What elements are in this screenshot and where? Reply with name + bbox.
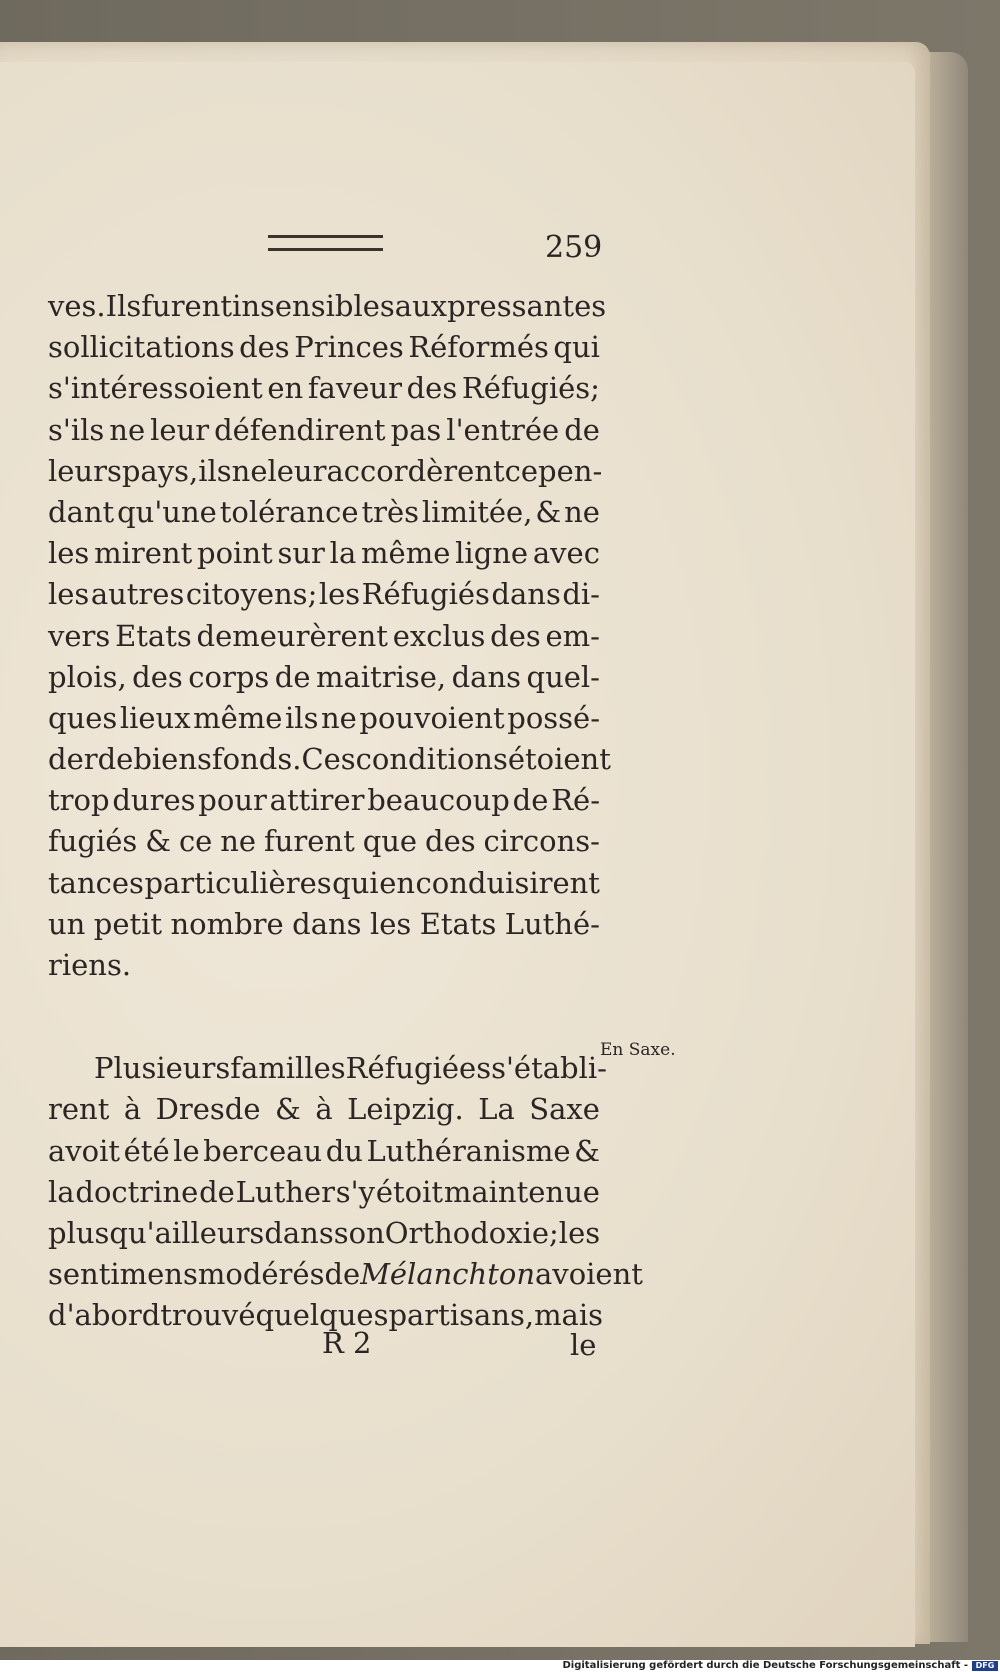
word: Réfugiés — [361, 577, 490, 612]
word: dans — [491, 577, 561, 612]
word: La — [478, 1092, 515, 1127]
word: conditions — [355, 742, 508, 777]
word: des — [425, 824, 476, 859]
text-line — [48, 945, 600, 986]
word: fugiés — [48, 824, 138, 859]
word: étoient — [507, 742, 611, 777]
word: des — [490, 618, 541, 653]
word: Luthé- — [504, 906, 600, 941]
text-line — [48, 1172, 600, 1213]
word: citoyens; — [185, 577, 318, 612]
text-line — [48, 1048, 607, 1089]
word: qu'ailleurs — [109, 1215, 265, 1250]
word: de — [274, 659, 311, 694]
word: point — [197, 536, 273, 571]
text-line — [48, 492, 600, 533]
word: en — [379, 865, 416, 900]
word: qu'une — [117, 494, 217, 529]
word: possé- — [507, 700, 600, 735]
word: même — [361, 536, 451, 571]
word: dans — [451, 659, 522, 694]
word: les — [48, 536, 90, 571]
word: ves. — [48, 289, 106, 323]
text-line — [48, 821, 600, 862]
word: plus — [48, 1215, 110, 1250]
word: familles — [230, 1051, 346, 1086]
word: maitrise, — [315, 659, 447, 694]
word: doctrine — [75, 1174, 199, 1209]
margin-note: En Saxe. — [600, 1040, 676, 1060]
word: di- — [562, 577, 600, 612]
text-line — [48, 533, 600, 574]
text-line — [48, 904, 600, 945]
text-line — [48, 327, 600, 368]
word: pour — [198, 783, 267, 818]
catchword: le — [570, 1328, 597, 1362]
dfg-logo: DFG — [972, 1661, 998, 1671]
word: attirer — [269, 783, 365, 818]
word: quel- — [526, 659, 600, 694]
text-line — [48, 286, 607, 327]
word: Princes — [294, 330, 404, 365]
word: & — [275, 1092, 301, 1127]
word: ligne — [455, 536, 529, 571]
word: pays, — [121, 453, 199, 488]
word: riens. — [48, 948, 132, 982]
word: lieux — [119, 700, 191, 735]
word: Ré- — [551, 783, 600, 818]
word: & — [574, 1133, 600, 1168]
word: mais — [534, 1298, 604, 1333]
word: modérés — [197, 1257, 325, 1292]
word: des — [406, 371, 458, 406]
word: sur — [277, 536, 325, 571]
word: demeurèrent — [196, 618, 388, 653]
word: rent — [48, 1092, 110, 1127]
text-line — [48, 739, 611, 780]
word: qui — [332, 865, 379, 900]
word: pouvoient — [359, 700, 505, 735]
word: Saxe — [529, 1092, 600, 1127]
word: Réfugiées — [345, 1051, 492, 1086]
word: ce — [178, 824, 213, 859]
word: de — [512, 783, 549, 818]
text-line — [48, 863, 600, 904]
word: ques — [48, 700, 118, 735]
word: Luther — [235, 1174, 335, 1209]
word: berceau — [203, 1133, 323, 1168]
word: biens — [133, 742, 212, 777]
word: les — [558, 1215, 601, 1250]
text-line — [48, 410, 600, 451]
word: & — [535, 494, 562, 529]
word: furent — [264, 824, 355, 859]
word: beaucoup — [367, 783, 510, 818]
word: & — [145, 824, 172, 859]
word: Orthodoxie; — [384, 1215, 559, 1250]
word: que — [362, 824, 418, 859]
word: avec — [532, 536, 600, 571]
word: circons- — [483, 824, 600, 859]
word: ne — [564, 494, 600, 529]
word: em- — [545, 618, 600, 653]
text-line — [48, 451, 603, 492]
word: les — [318, 577, 361, 612]
word: ne — [220, 824, 257, 859]
word: leur — [267, 453, 327, 488]
word: de — [199, 1174, 235, 1209]
text-line — [48, 368, 600, 409]
word: exclus — [392, 618, 486, 653]
word: Réfugiés; — [461, 371, 600, 406]
word: Dresde — [155, 1092, 261, 1127]
word: tolérance — [219, 494, 359, 529]
word: s'y — [335, 1174, 376, 1209]
word: ne — [109, 412, 146, 447]
word: particulières — [144, 865, 332, 900]
word: corps — [188, 659, 270, 694]
word: les — [48, 577, 90, 612]
word: même — [193, 700, 283, 735]
word: sentimens — [48, 1257, 198, 1292]
word: petit — [93, 906, 163, 941]
word: à — [123, 1092, 142, 1127]
word: défendirent — [214, 412, 386, 447]
word: dans — [292, 906, 362, 941]
word: Ces — [301, 742, 356, 777]
word: conduisirent — [415, 865, 600, 900]
text-line — [48, 616, 600, 657]
word: très — [361, 494, 419, 529]
word: de — [324, 1257, 361, 1292]
word: ils — [285, 700, 319, 735]
word: Ils — [105, 289, 142, 323]
word: Leipzig. — [347, 1092, 464, 1127]
word: dans — [264, 1215, 334, 1250]
word: leur — [150, 412, 210, 447]
text-line — [48, 1254, 643, 1295]
word: Etats — [419, 906, 497, 941]
word: s'établi- — [491, 1051, 607, 1086]
word: Etats — [115, 618, 192, 653]
word: la — [48, 1174, 75, 1209]
word: un — [48, 906, 86, 941]
word: mirent — [94, 536, 193, 571]
word: trop — [48, 783, 110, 818]
word: quelques — [255, 1298, 389, 1333]
signature-mark: R 2 — [322, 1326, 372, 1360]
text-line — [48, 698, 600, 739]
word: dant — [48, 494, 115, 529]
word: limitée, — [421, 494, 533, 529]
word: du — [325, 1133, 363, 1168]
word: avoit — [48, 1133, 121, 1168]
text-line — [48, 1131, 600, 1172]
word: Luthéranisme — [366, 1133, 571, 1168]
word: pas — [390, 412, 442, 447]
word: des — [132, 659, 183, 694]
text-line — [48, 657, 600, 698]
word: avoient — [535, 1257, 643, 1292]
word: fonds. — [211, 742, 302, 777]
word: son — [333, 1215, 385, 1250]
word: leurs — [48, 453, 122, 488]
word: der — [48, 742, 98, 777]
word: qui — [553, 330, 600, 365]
word: Réformés — [408, 330, 549, 365]
word: faveur — [307, 371, 402, 406]
word: ne — [231, 453, 268, 488]
word: de — [564, 412, 600, 447]
word: accordèrent — [326, 453, 505, 488]
word: tances — [48, 865, 144, 900]
text-line — [48, 780, 600, 821]
word: partisans, — [388, 1298, 535, 1333]
paragraph-gap — [48, 986, 600, 1048]
word: furent — [141, 289, 233, 323]
footer-credit: Digitalisierung gefördert durch die Deutsche Forschungsgemeinschaft - — [562, 1660, 968, 1671]
text-line — [48, 1089, 600, 1130]
word: trouvé — [160, 1298, 256, 1333]
word: d'abord — [48, 1298, 161, 1333]
word: en — [267, 371, 304, 406]
word: insensibles — [232, 289, 395, 323]
page-number: 259 — [545, 230, 603, 265]
word: sollicitations — [48, 330, 235, 365]
text-line — [48, 1213, 600, 1254]
word: Mélanchton — [360, 1257, 536, 1292]
word: cepen- — [504, 453, 603, 488]
header-rule — [268, 235, 383, 251]
word: de — [97, 742, 134, 777]
word: s'intéressoient — [48, 371, 263, 406]
word: les — [369, 906, 412, 941]
word: Plusieurs — [94, 1051, 231, 1086]
word: nombre — [170, 906, 284, 941]
word: été — [123, 1133, 170, 1168]
word: ils — [198, 453, 232, 488]
word: dures — [112, 783, 196, 818]
word: à — [315, 1092, 333, 1127]
word: autres — [90, 577, 185, 612]
word: ne — [321, 700, 357, 735]
word: étoit — [375, 1174, 444, 1209]
word: maintenue — [443, 1174, 600, 1209]
word: aux — [394, 289, 448, 323]
word: la — [329, 536, 357, 571]
text-line — [48, 574, 600, 615]
word: le — [173, 1133, 200, 1168]
word: vers — [48, 618, 111, 653]
word: l'entrée — [446, 412, 560, 447]
word: plois, — [48, 659, 127, 694]
word: des — [239, 330, 290, 365]
word: s'ils — [48, 412, 105, 447]
word: pressantes — [447, 289, 607, 323]
